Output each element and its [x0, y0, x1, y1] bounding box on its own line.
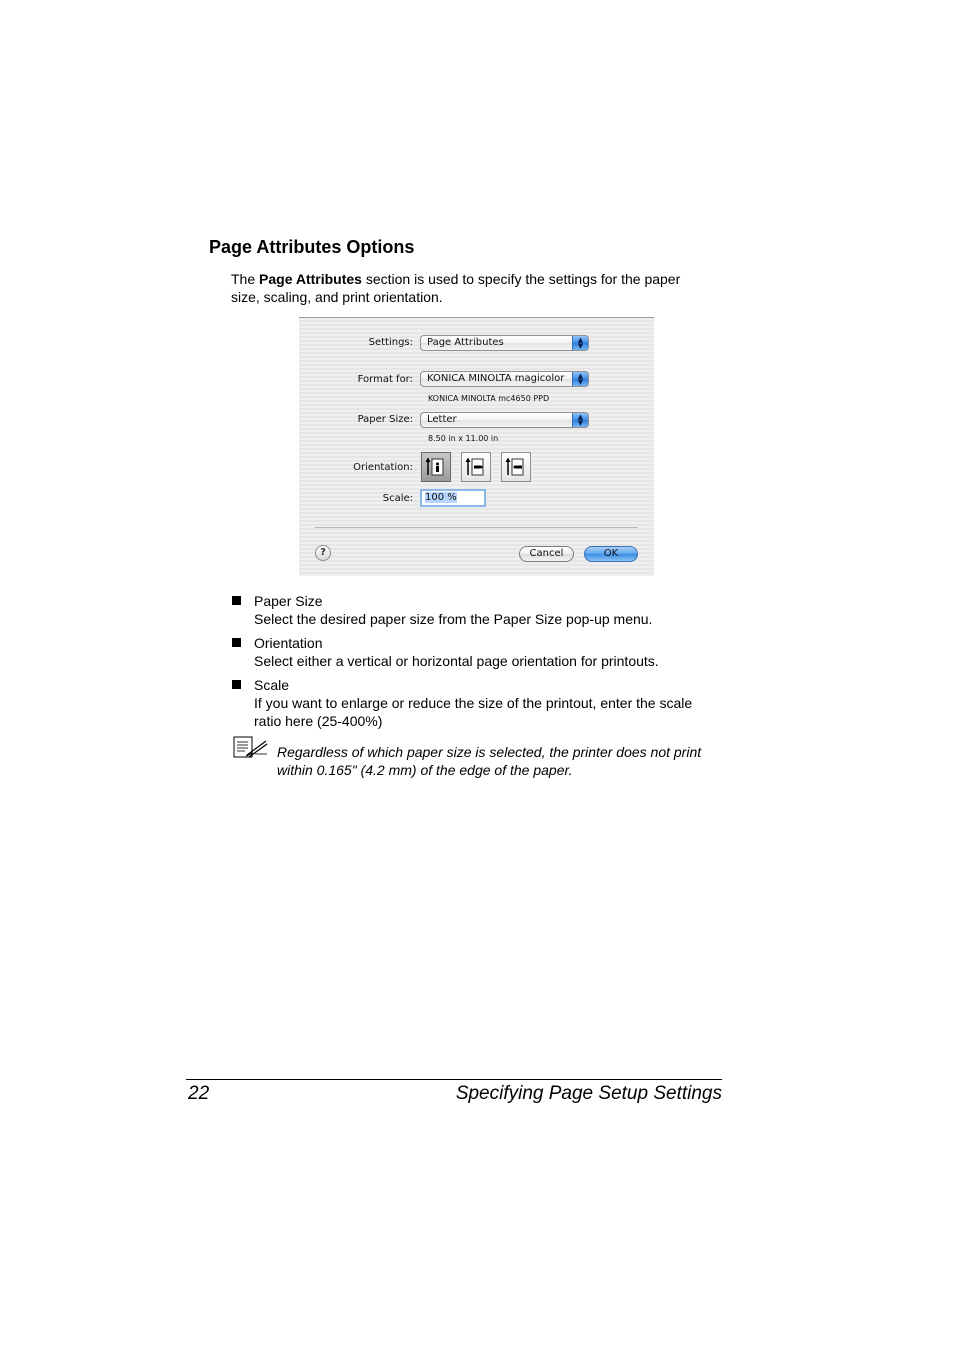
popup-arrows-icon: ▲ ▼: [572, 412, 589, 428]
paper-size-popup[interactable]: [420, 412, 589, 428]
intro-text-before: The: [231, 271, 260, 287]
settings-label: Settings:: [368, 337, 413, 348]
page-setup-dialog: [299, 317, 654, 576]
landscape-left-orientation-icon: [465, 456, 487, 478]
paper-size-popup-value: Letter: [427, 414, 457, 425]
section-heading: Page Attributes Options: [209, 237, 415, 257]
orientation-landscape-left-button[interactable]: [461, 452, 491, 482]
intro-paragraph: [231, 270, 711, 306]
bullet-paper-size: [232, 592, 722, 628]
bullet-marker: [232, 596, 241, 605]
page-number: 22: [188, 1083, 210, 1104]
paper-dimensions: 8.50 in x 11.00 in: [428, 434, 499, 443]
bullet-description: Select the desired paper size from the Paper Size pop-up menu.: [254, 611, 653, 627]
scale-label: Scale:: [382, 493, 413, 504]
paper-size-label: Paper Size:: [357, 414, 413, 425]
footer-rule: [186, 1079, 722, 1080]
intro-text-bold: Page Attributes: [259, 271, 362, 287]
help-button[interactable]: ?: [315, 545, 331, 561]
cancel-button[interactable]: Cancel: [519, 546, 574, 562]
settings-popup[interactable]: [420, 335, 589, 351]
note-pencil-icon: [233, 736, 269, 760]
orientation-label: Orientation:: [353, 462, 413, 473]
footer-title: Specifying Page Setup Settings: [455, 1083, 722, 1104]
dialog-divider: [315, 527, 638, 528]
orientation-landscape-right-button[interactable]: [501, 452, 531, 482]
orientation-portrait-button[interactable]: [421, 452, 451, 482]
bullet-description: If you want to enlarge or reduce the size of the printout, enter the scale ratio here (25-400%): [254, 695, 693, 729]
bullet-orientation: [232, 634, 722, 670]
popup-arrows-icon: ▲ ▼: [572, 335, 589, 351]
popup-arrows-icon: ▲ ▼: [572, 371, 589, 387]
bullet-marker: [232, 680, 241, 689]
format-for-popup[interactable]: [420, 371, 589, 387]
bullet-title: Orientation: [254, 635, 323, 651]
portrait-orientation-icon: [425, 456, 447, 478]
ok-button[interactable]: OK: [584, 546, 638, 562]
intro-text-after: section is used to specify the settings for the paper size, scaling, and print orientation.: [231, 271, 681, 305]
bullet-title: Paper Size: [254, 593, 323, 609]
format-for-label: Format for:: [357, 374, 413, 385]
note-text: Regardless of which paper size is selected, the printer does not print within 0.165" (4.2 mm) of the edge of the paper.: [277, 744, 702, 778]
printer-description: KONICA MINOLTA mc4650 PPD: [428, 394, 550, 403]
landscape-right-orientation-icon: [505, 456, 527, 478]
format-for-popup-value: KONICA MINOLTA magicolor: [427, 373, 565, 384]
bullet-title: Scale: [254, 677, 290, 693]
bullet-marker: [232, 638, 241, 647]
scale-input[interactable]: [420, 489, 486, 507]
bullet-scale: [232, 676, 722, 730]
bullet-description: Select either a vertical or horizontal page orientation for printouts.: [254, 653, 659, 669]
settings-popup-value: Page Attributes: [427, 337, 504, 348]
scale-input-value: 100 %: [425, 492, 457, 503]
